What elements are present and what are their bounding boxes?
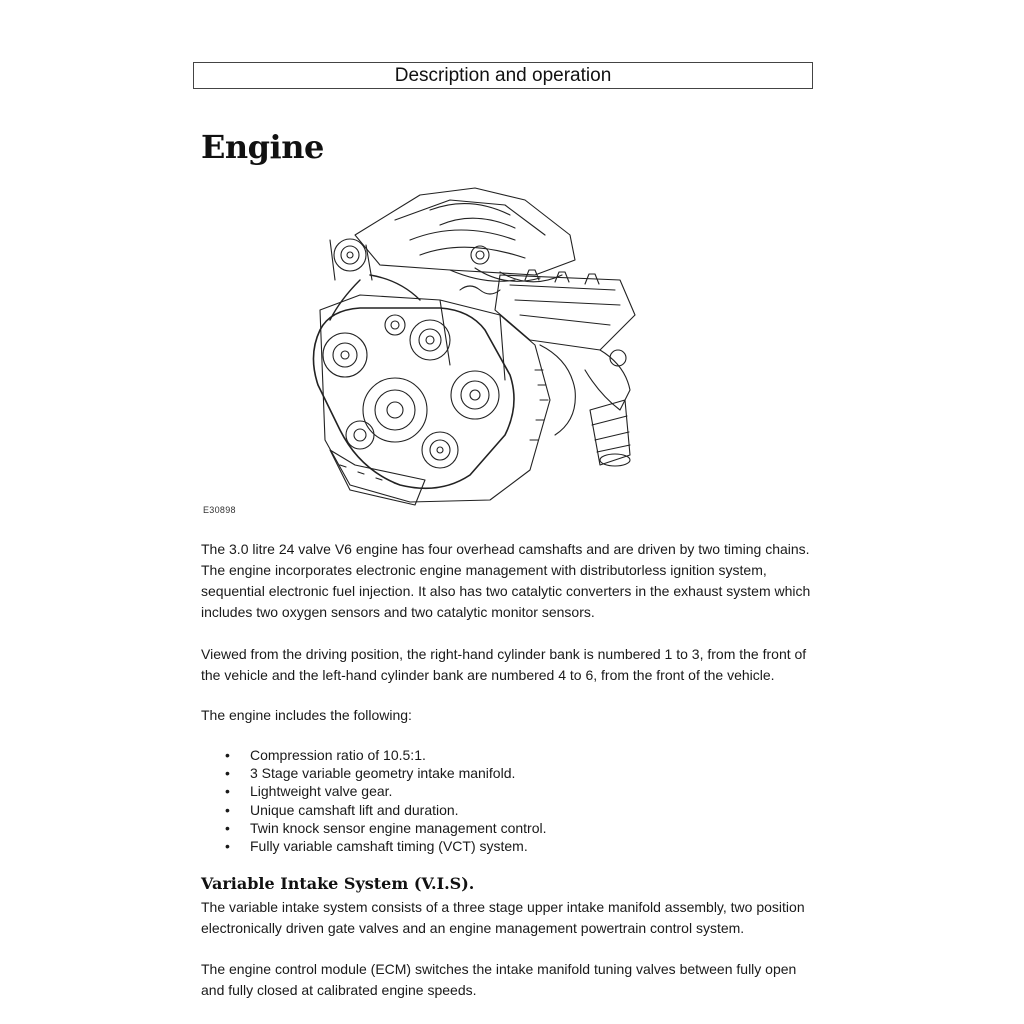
- bullet-icon: •: [225, 783, 230, 800]
- list-item-text: Twin knock sensor engine management control.: [250, 819, 547, 836]
- list-item: [201, 801, 547, 819]
- list-item-text: Lightweight valve gear.: [250, 783, 393, 800]
- intro-paragraph: The 3.0 litre 24 valve V6 engine has four overhead camshafts and are driven by two timing chains. The engine incorporates electronic engine management with distributorless ignition system, sequential electronic fuel injection. It also has two catalytic converters in the exhaust system which includes two oxygen sensors and two catalytic monitor sensors.: [201, 541, 811, 620]
- bullet-icon: •: [225, 765, 230, 782]
- list-item-text: 3 Stage variable geometry intake manifold.: [250, 765, 516, 782]
- bullet-icon: •: [225, 801, 230, 818]
- list-item: [201, 837, 547, 855]
- vis-heading: Variable Intake System (V.I.S).: [201, 874, 475, 893]
- section-header: [193, 62, 813, 89]
- page-title: Engine: [201, 128, 324, 166]
- vis-paragraph-2: The engine control module (ECM) switches the intake manifold tuning valves between fully open and fully closed at calibrated engine speeds.: [201, 961, 797, 998]
- figure-reference: E30898: [203, 505, 236, 515]
- bullet-icon: •: [225, 838, 230, 855]
- list-item: [201, 746, 547, 764]
- engine-illustration: [300, 180, 650, 510]
- bullet-icon: •: [225, 819, 230, 836]
- features-intro: The engine includes the following:: [201, 707, 412, 723]
- list-item-text: Fully variable camshaft timing (VCT) system.: [250, 838, 528, 855]
- list-item: [201, 819, 547, 837]
- list-item-text: Compression ratio of 10.5:1.: [250, 747, 426, 763]
- list-item-text: Unique camshaft lift and duration.: [250, 801, 459, 818]
- section-header-label: Description and operation: [394, 64, 612, 86]
- vis-paragraph-1: The variable intake system consists of a three stage upper intake manifold assembly, two position electronically driven gate valves and an engine management powertrain control system.: [201, 899, 805, 936]
- cylinder-numbering-paragraph: Viewed from the driving position, the right-hand cylinder bank is numbered 1 to 3, from the front of the vehicle and the left-hand cylinder bank are numbered 4 to 6, from the front of the vehicle.: [201, 646, 807, 683]
- list-item: [201, 782, 547, 800]
- bullet-icon: •: [225, 747, 230, 763]
- list-item: [201, 764, 547, 782]
- features-list: [201, 746, 547, 855]
